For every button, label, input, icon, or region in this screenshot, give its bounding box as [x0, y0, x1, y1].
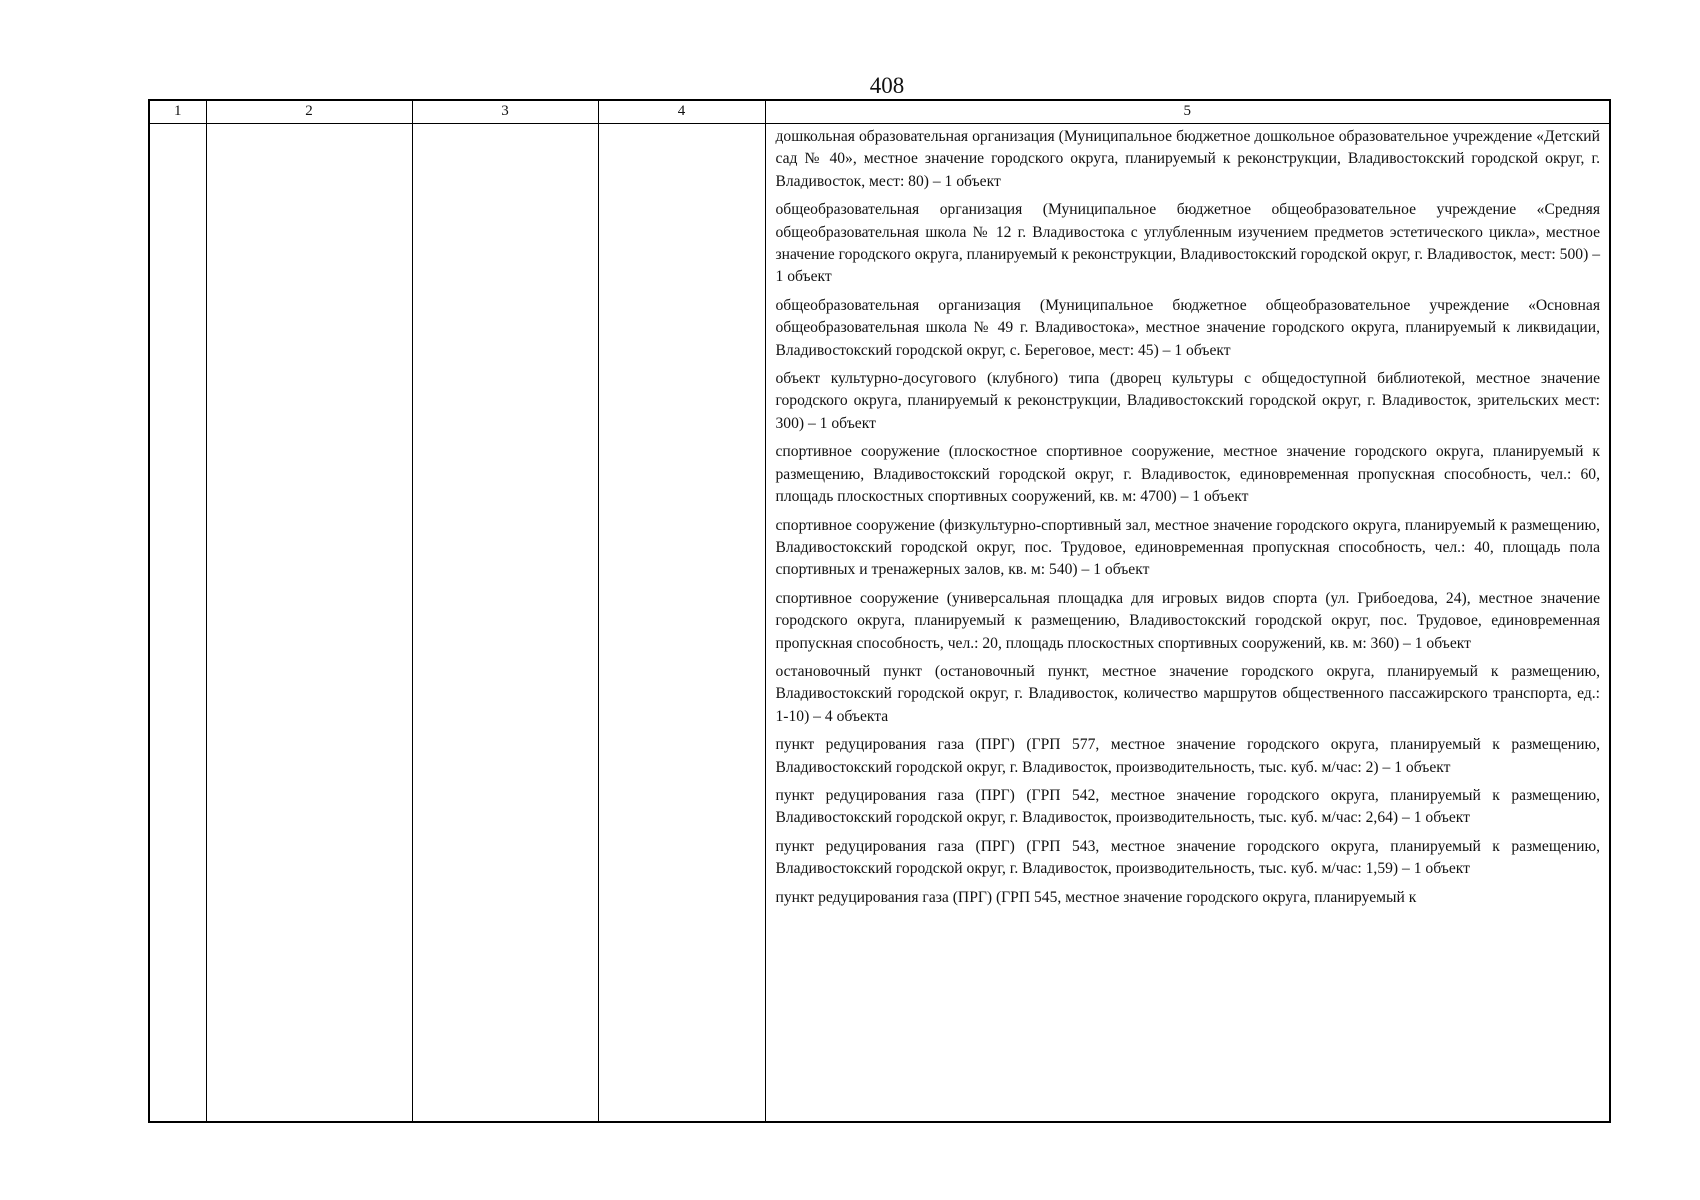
column-header-1: 1 — [149, 100, 206, 124]
entry-school-12: общеобразовательная организация (Муниципальное бюджетное общеобразовательное учреждение «Средняя общеобразовательная школа № 12 г. Владивостока с углубленным изучением предметов эстетического цикла», местное значение городского округа, планируемый к реконструкции, Владивостокский городской округ, г. Владивосток, мест: 500) – 1 объект — [775, 201, 1600, 286]
entry-bus-stop: остановочный пункт (остановочный пункт, местное значение городского округа, планируемый к размещению, Владивостокский городской округ, г. Владивосток, количество маршрутов общественного пассажирского транспорта, ед.: 1-10) – 4 объекта — [775, 662, 1600, 725]
column-3-cell — [412, 124, 598, 1123]
entry-culture-palace: объект культурно-досугового (клубного) типа (дворец культуры с общедоступной библиотекой, местное значение городского округа, планируемый к реконструкции, Владивостокский городской округ, г. Владивосток, зрительских мест: 300) – 1 объект — [775, 370, 1600, 432]
entry-sports-hall: спортивное сооружение (физкультурно-спортивный зал, местное значение городского округа, планируемый к размещению, Владивостокский городской округ, пос. Трудовое, единовременная пропускная способность, чел.: 40, площадь пола спортивных и тренажерных залов, кв. м: 540) – 1 объект — [775, 516, 1600, 579]
entry-grp-543: пункт редуцирования газа (ПРГ) (ГРП 543, местное значение городского округа, планируемый к размещению, Владивостокский городской округ, г. Владивосток, производительность, тыс. куб. м/час: 1,59) – 1 объект — [775, 837, 1600, 878]
table-header-row — [149, 100, 1610, 124]
entry-grp-542: пункт редуцирования газа (ПРГ) (ГРП 542, местное значение городского округа, планируемый к размещению, Владивостокский городской округ, г. Владивосток, производительность, тыс. куб. м/час: 2,64) – 1 объект — [775, 786, 1600, 827]
entry-flat-sports-facility: спортивное сооружение (плоскостное спортивное сооружение, местное значение городского округа, планируемый к размещению, Владивостокский городской округ, г. Владивосток, единовременная пропускная способность, чел.: 60, площадь плоскостных спортивных сооружений, кв. м: 4700) – 1 объект — [775, 443, 1600, 506]
column-2-cell — [206, 124, 412, 1123]
column-header-2: 2 — [206, 100, 412, 124]
column-5-cell — [765, 124, 1610, 1123]
page-number: 408 — [869, 73, 905, 98]
entry-grp-577: пункт редуцирования газа (ПРГ) (ГРП 577, местное значение городского округа, планируемый к размещению, Владивостокский городской округ, г. Владивосток, производительность, тыс. куб. м/час: 2) – 1 объект — [775, 736, 1600, 776]
entry-grp-545: пункт редуцирования газа (ПРГ) (ГРП 545, местное значение городского округа, планируемый к — [775, 888, 1417, 906]
entry-playground: спортивное сооружение (универсальная площадка для игровых видов спорта (ул. Грибоедова, 24), местное значение городского округа, планируемый к размещению, Владивостокский городской округ, пос. Трудовое, единовременная пропускная способность, чел.: 20, площадь плоскостных спортивных сооружений, кв. м: 360) – 1 объект — [775, 589, 1600, 652]
table-row — [149, 124, 1610, 1123]
document-table — [148, 99, 1611, 1123]
entries-list — [766, 124, 1610, 1121]
column-1-cell — [149, 124, 206, 1123]
column-header-5: 5 — [765, 100, 1610, 124]
entry-school-49: общеобразовательная организация (Муниципальное бюджетное общеобразовательное учреждение «Основная общеобразовательная школа № 49 г. Владивостока», местное значение городского округа, планируемый к ликвидации, Владивостокский городской округ, с. Береговое, мест: 45) – 1 объект — [775, 296, 1600, 359]
column-header-3: 3 — [412, 100, 598, 124]
column-header-4: 4 — [598, 100, 765, 124]
entry-kindergarten-40: дошкольная образовательная организация (Муниципальное бюджетное дошкольное образовательное учреждение «Детский сад № 40», местное значение городского округа, планируемый к реконструкции, Владивостокский городской округ, г. Владивосток, мест: 80) – 1 объект — [775, 128, 1600, 190]
column-4-cell — [598, 124, 765, 1123]
